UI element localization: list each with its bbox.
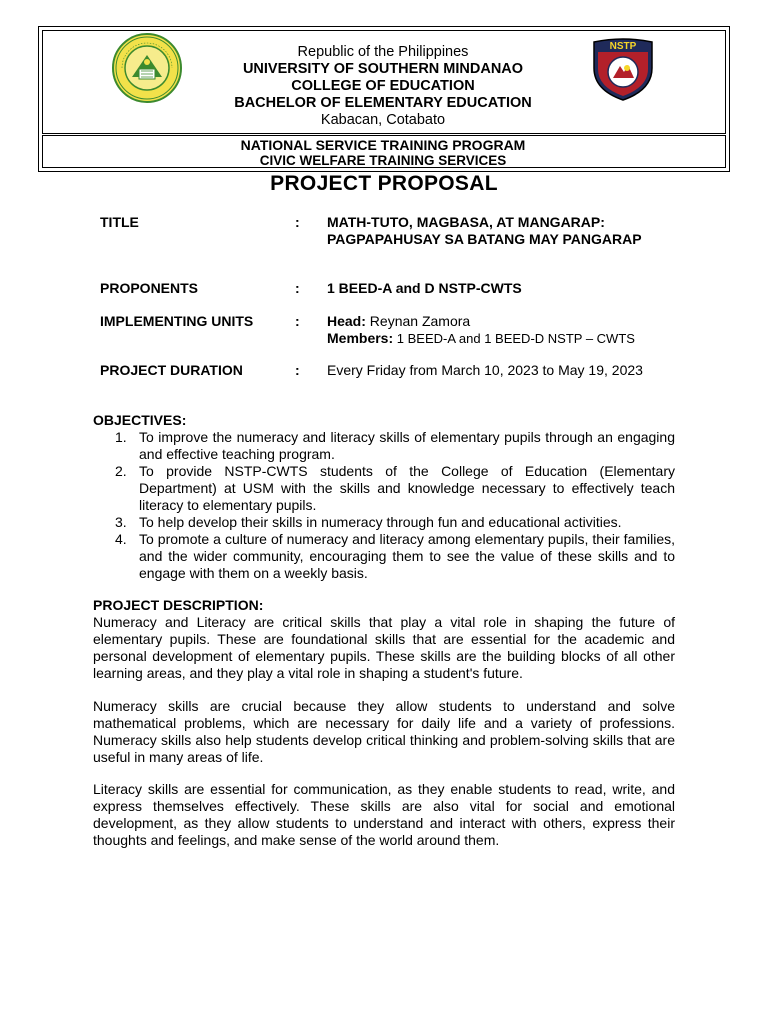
list-number: 1. [115, 429, 127, 445]
program-name: BACHELOR OF ELEMENTARY EDUCATION [234, 95, 532, 111]
list-text: To provide NSTP-CWTS students of the College of Education (Elementary Department) at USM with the skills and knowledge necessary to effectively teach literacy to elementary pupils. [139, 463, 675, 513]
head-value: Reynan Zamora [369, 313, 471, 329]
info-colon: : [295, 214, 300, 230]
units-value [327, 313, 668, 347]
info-label: PROJECT DURATION [100, 362, 243, 378]
list-item [93, 531, 675, 582]
college-name: COLLEGE OF EDUCATION [291, 78, 475, 94]
head-label: Head: [327, 313, 366, 329]
page-title: PROJECT PROPOSAL [270, 172, 498, 195]
description-paragraph-1: Numeracy and Literacy are critical skills that play a vital role in shaping the future of elementary pupils. These are foundational skills that are essential for the academic and personal development of elementary pupils. These skills are the building blocks of all other learning areas, and they play a vital role in shaping a student's future. [93, 614, 675, 681]
description-paragraph-2: Numeracy skills are crucial because they allow students to understand and solve mathematical problems, which are necessary for daily life and a variety of professions. Numeracy skills also help students develop critical thinking and problem-solving skills that are useful in many areas of life. [93, 698, 675, 765]
nstp-logo-text: NSTP [609, 41, 637, 52]
members-line [327, 330, 668, 347]
info-colon: : [295, 362, 300, 378]
info-colon: : [295, 280, 300, 296]
location: Kabacan, Cotabato [320, 112, 446, 128]
objectives-heading: OBJECTIVES: [93, 412, 187, 428]
list-item [93, 429, 675, 463]
members-value: 1 BEED-A and 1 BEED-D NSTP – CWTS [396, 331, 635, 346]
description-heading: PROJECT DESCRIPTION: [93, 597, 264, 613]
objectives-list [93, 429, 675, 582]
list-item [93, 514, 675, 531]
institution-header [42, 44, 724, 129]
list-number: 2. [115, 463, 127, 479]
cwts-line: CIVIC WELFARE TRAINING SERVICES [259, 153, 507, 168]
proponents-value: 1 BEED-A and D NSTP-CWTS [327, 280, 522, 296]
list-number: 4. [115, 531, 127, 547]
republic-line: Republic of the Philippines [297, 44, 469, 60]
list-text: To help develop their skills in numeracy through fun and educational activities. [139, 514, 622, 530]
members-label: Members: [327, 330, 394, 346]
info-colon: : [295, 313, 300, 329]
list-text: To improve the numeracy and literacy skills of elementary pupils through an engaging and effective teaching program. [139, 429, 675, 462]
nstp-line: NATIONAL SERVICE TRAINING PROGRAM [240, 137, 526, 153]
program-header [42, 137, 724, 169]
list-text: To promote a culture of numeracy and literacy among elementary pupils, their families, and the wider community, encouraging them to see the value of these skills and to engage with them on a weekly basis. [139, 531, 675, 581]
info-label: IMPLEMENTING UNITS [100, 313, 254, 329]
info-label: PROPONENTS [100, 280, 199, 296]
head-line [327, 313, 668, 330]
duration-value: Every Friday from March 10, 2023 to May 19, 2023 [327, 362, 643, 378]
list-item [93, 463, 675, 514]
description-paragraph-3: Literacy skills are essential for communication, as they enable students to read, write, and express themselves effectively. These skills are also vital for social and emotional development, as they allow students to understand and interact with others, express their thoughts and feelings, and make sense of the world around them. [93, 781, 675, 848]
project-title-value: MATH-TUTO, MAGBASA, AT MANGARAP: PAGPAPAHUSAY SA BATANG MAY PANGARAP [327, 214, 642, 247]
info-label: TITLE [100, 214, 139, 230]
list-number: 3. [115, 514, 127, 530]
university-name: UNIVERSITY OF SOUTHERN MINDANAO [242, 61, 524, 77]
